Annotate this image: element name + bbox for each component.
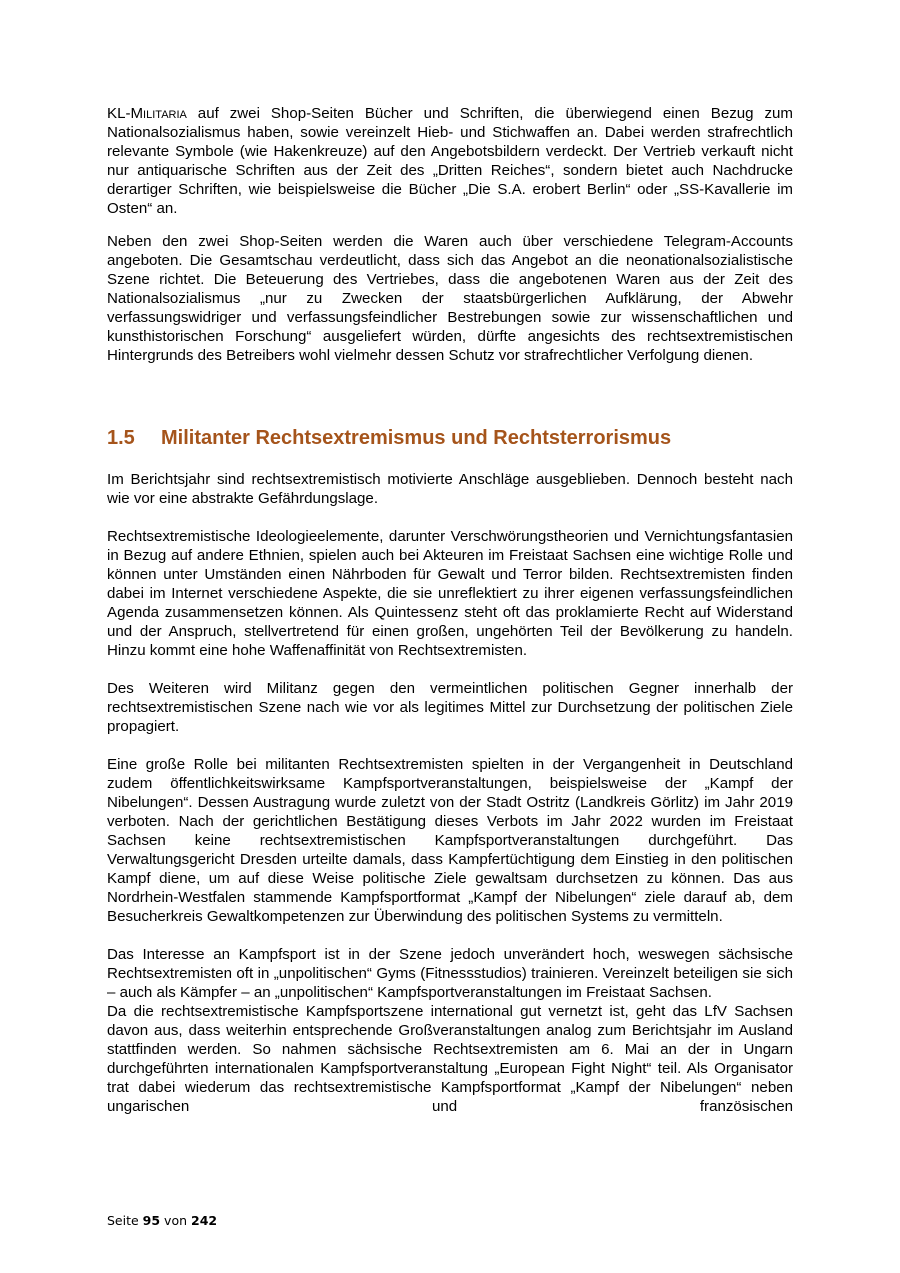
paragraph-interesse: Das Interesse an Kampfsport ist in der Szene jedoch unverändert hoch, weswegen sächsische Rechtsextremisten oft in „unpolitischen“ Gyms (Fitnessstudios) trainieren. Vereinzelt beteiligen sie sich – auch als Kämpfer – an „unpolitischen“ Kampfsportveranstaltungen im Freistaat Sachsen.	[107, 946, 793, 1001]
page-footer	[107, 1213, 217, 1228]
paragraph-telegram: Neben den zwei Shop-Seiten werden die Waren auch über verschiedene Telegram-Accounts angeboten. Die Gesamtschau verdeutlicht, dass sich das Angebot an die neonationalsozialistische Szene richtet. Die Beteuerung des Vertriebes, dass die angebotenen Waren aus der Zeit des Nationalsozialismus „nur zu Zwecken der staatsbürgerlichen Aufklärung, der Abwehr verfassungswidriger und verfassungsfeindlicher Bestrebungen sowie zur wissenschaftlichen und kunsthistorischen Forschung“ ausgeliefert würden, dürfte angesichts des rechtsextremistischen Hintergrunds des Betreibers wohl vielmehr dessen Schutz vor strafrechtlicher Verfolgung dienen.	[107, 233, 793, 364]
section-title: Militanter Rechtsextremismus und Rechtsterrorismus	[161, 427, 672, 449]
paragraph-anschlaege: Im Berichtsjahr sind rechtsextremistisch motivierte Anschläge ausgeblieben. Dennoch besteht nach wie vor eine abstrakte Gefährdungslage.	[107, 471, 793, 507]
intro-text-block	[107, 104, 793, 365]
paragraph-international: Da die rechtsextremistische Kampfsportszene international gut vernetzt ist, geht das LfV Sachsen davon aus, dass weiterhin entsprechende Großveranstaltungen analog zum Berichtsjahr im Ausland stattfinden werden. So nahmen sächsische Rechtsextremisten am 6. Mai an der in Ungarn durchgeführten internationalen Kampfsportveranstaltung „European Fight Night“ teil. Als Organisator trat dabei wiederum das rechtsextremistische Kampfsportformat „Kampf der Nibelungen“ neben ungarischen und französischen	[107, 1003, 793, 1115]
vendor-name: KL-Militaria	[107, 105, 187, 122]
paragraph-kampfsport: Eine große Rolle bei militanten Rechtsextremisten spielten in der Vergangenheit in Deutschland zudem öffentlichkeitswirksame Kampfsportveranstaltungen, beispielsweise der „Kampf der Nibelungen“. Dessen Austragung wurde zuletzt von der Stadt Ostritz (Landkreis Görlitz) im Jahr 2019 verboten. Nach der gerichtlichen Bestätigung dieses Verbots im Jahr 2022 wurden im Freistaat Sachsen keine rechtsextremistischen Kampfsportveranstaltungen durchgeführt. Das Verwaltungsgericht Dresden urteilte damals, dass Kampfertüchtigung dem Einstieg in den politischen Kampf diene, um auf diese Weise politische Ziele gewaltsam durchsetzen zu können. Das aus Nordrhein-Westfalen stammende Kampfsportformat „Kampf der Nibelungen“ ziele darauf ab, dem Besucherkreis Gewaltkompetenzen zur Überwindung des politischen Systems zu vermitteln.	[107, 756, 793, 925]
section-number: 1.5	[107, 427, 135, 449]
section-body	[107, 470, 793, 1116]
page-number: 95	[142, 1213, 161, 1228]
paragraph-kl-militaria-text: auf zwei Shop-Seiten Bücher und Schriften, die überwiegend einen Bezug zum Nationalsozialismus haben, sowie vereinzelt Hieb- und Stichwaffen an. Dabei werden strafrechtlich relevante Symbole (wie Hakenkreuze) auf den Angebotsbildern verdeckt. Der Vertrieb verkauft nicht nur antiquarische Schriften aus der Zeit des „Dritten Reiches“, sondern bietet auch Nachdrucke derartiger Schriften, wie beispielsweise die Bücher „Die S.A. erobert Berlin“ oder „SS-Kavallerie im Osten“ an.	[107, 105, 793, 217]
page-label-prefix: Seite	[107, 1213, 143, 1228]
paragraph-militanz: Des Weiteren wird Militanz gegen den vermeintlichen politischen Gegner innerhalb der rechtsextremistischen Szene nach wie vor als legitimes Mittel zur Durchsetzung der politischen Ziele propagiert.	[107, 680, 793, 735]
paragraph-kl-militaria	[107, 104, 793, 218]
paragraph-ideologie: Rechtsextremistische Ideologieelemente, darunter Verschwörungstheorien und Vernichtungsfantasien in Bezug auf andere Ethnien, spielen auch bei Akteuren im Freistaat Sachsen eine wichtige Rolle und können unter Umständen einen Nährboden für Gewalt und Terror bilden. Rechtsextremisten finden dabei im Internet verschiedene Aspekte, die sie unreflektiert zu ihrer eigenen verfassungsfeindlichen Agenda zusammensetzen können. Als Quintessenz steht oft das proklamierte Recht auf Widerstand und der Anspruch, stellvertretend für einen großen, ungehörten Teil der Bevölkerung zu handeln. Hinzu kommt eine hohe Waffenaffinität von Rechtsextremisten.	[107, 528, 793, 659]
page-label-middle: von	[160, 1213, 191, 1228]
page-total: 242	[191, 1213, 218, 1228]
section-heading	[107, 426, 793, 450]
